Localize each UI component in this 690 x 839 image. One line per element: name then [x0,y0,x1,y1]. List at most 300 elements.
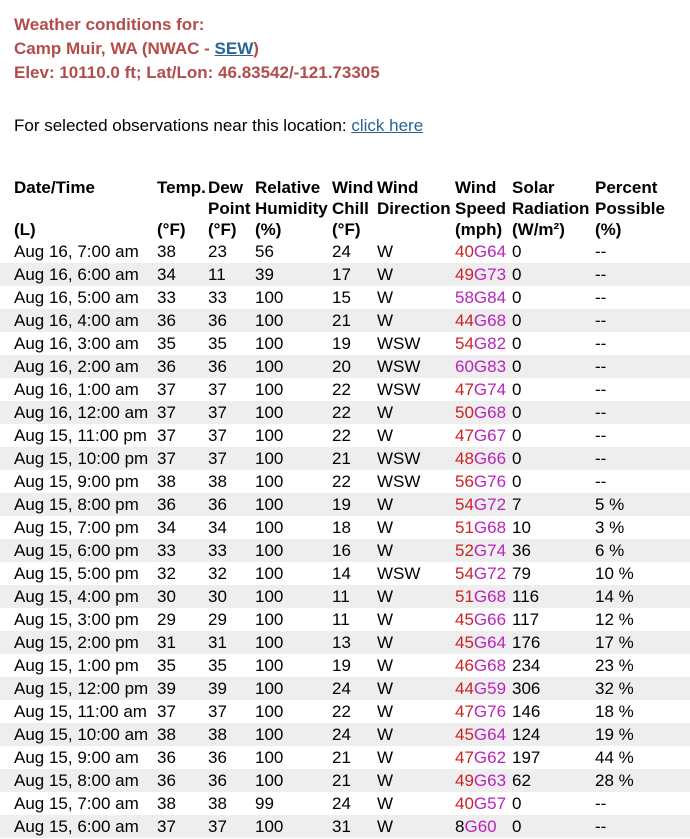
cell-speed [455,585,512,608]
cell-temp: 33 [157,541,176,560]
cell-datetime: Aug 15, 11:00 am [14,702,147,721]
cell-chill: 18 [332,518,351,537]
cell-dew: 31 [208,633,227,652]
wind-speed-value: 47 [455,702,474,721]
cell-chill: 24 [332,794,351,813]
cell-datetime: Aug 15, 9:00 am [14,748,139,767]
cell-radiation: 0 [512,403,522,422]
wind-speed-value: 58 [455,288,474,307]
cell-speed [455,263,512,286]
cell-percent: -- [595,426,607,445]
cell-percent: -- [595,380,607,399]
cell-dew: 36 [208,357,227,376]
table-row [0,585,690,608]
cell-chill: 22 [332,426,351,445]
cell-radiation: 0 [512,817,522,836]
cell-humidity: 100 [255,702,284,721]
cell-temp: 33 [157,288,176,307]
cell-percent: 12 % [595,610,634,629]
cell-datetime: Aug 16, 12:00 am [14,403,149,422]
cell-radiation: 146 [512,702,541,721]
cell-radiation: 0 [512,334,522,353]
cell-percent: 17 % [595,633,634,652]
cell-temp: 29 [157,610,176,629]
observations-text: For selected observations near this location: [14,116,352,135]
cell-humidity: 100 [255,587,284,606]
wind-gust-value: G63 [473,771,507,790]
cell-datetime: Aug 15, 8:00 am [14,771,139,790]
cell-speed [455,493,512,516]
cell-percent: 3 % [595,518,625,537]
table-row [0,378,690,401]
cell-radiation: 0 [512,794,522,813]
cell-temp: 38 [157,725,176,744]
cell-chill: 24 [332,242,351,261]
cell-chill: 21 [332,771,351,790]
cell-radiation: 62 [512,771,531,790]
cell-radiation: 0 [512,357,522,376]
table-row [0,700,690,723]
cell-radiation: 0 [512,265,522,284]
cell-direction: W [377,426,394,445]
cell-datetime: Aug 16, 6:00 am [14,265,139,284]
cell-direction: W [377,288,394,307]
cell-temp: 38 [157,472,176,491]
cell-datetime: Aug 15, 11:00 pm [14,426,147,445]
wind-speed-value: 56 [455,472,474,491]
cell-radiation: 10 [512,518,531,537]
table-row [0,401,690,424]
cell-radiation: 0 [512,472,522,491]
cell-dew: 32 [208,564,227,583]
cell-percent: 44 % [595,748,634,767]
observations-line [14,115,690,137]
wind-speed-value: 52 [455,541,474,560]
cell-percent: 19 % [595,725,634,744]
station-header [0,0,690,85]
station-name-suffix: ) [253,39,259,58]
cell-speed [455,746,512,769]
cell-radiation: 0 [512,311,522,330]
cell-direction: W [377,817,394,836]
cell-dew: 37 [208,426,227,445]
wind-speed-value: 8 [455,817,465,836]
wind-gust-value: G74 [473,541,507,560]
wind-gust-value: G64 [473,633,507,652]
cell-chill: 21 [332,311,351,330]
cell-radiation: 117 [512,610,540,629]
cell-dew: 30 [208,587,227,606]
wind-gust-value: G68 [473,403,507,422]
table-row [0,562,690,585]
cell-humidity: 100 [255,288,284,307]
cell-datetime: Aug 15, 4:00 pm [14,587,139,606]
cell-dew: 37 [208,817,227,836]
cell-chill: 22 [332,403,351,422]
cell-temp: 30 [157,587,176,606]
wind-gust-value: G67 [473,426,507,445]
wind-gust-value: G68 [473,587,507,606]
cell-direction: WSW [377,334,421,353]
cell-humidity: 100 [255,472,284,491]
cell-datetime: Aug 15, 7:00 pm [14,518,139,537]
cell-chill: 24 [332,725,351,744]
cell-dew: 34 [208,518,227,537]
cell-speed [455,447,512,470]
wind-gust-value: G76 [473,702,507,721]
cell-speed [455,769,512,792]
cell-temp: 36 [157,748,176,767]
cell-datetime: Aug 15, 12:00 pm [14,679,149,698]
wind-speed-value: 54 [455,495,474,514]
wind-speed-value: 60 [455,357,474,376]
cell-speed [455,378,512,401]
cell-humidity: 100 [255,311,284,330]
cell-chill: 22 [332,380,351,399]
cell-temp: 31 [157,633,176,652]
wind-speed-value: 51 [455,587,474,606]
cell-humidity: 100 [255,357,284,376]
cell-speed [455,677,512,700]
wind-speed-value: 48 [455,449,474,468]
cell-temp: 37 [157,380,176,399]
cell-humidity: 99 [255,794,274,813]
table-row [0,447,690,470]
cell-datetime: Aug 16, 1:00 am [14,380,139,399]
wind-speed-value: 40 [455,242,474,261]
cell-humidity: 100 [255,426,284,445]
cell-dew: 38 [208,725,227,744]
wind-speed-value: 54 [455,564,474,583]
cell-radiation: 0 [512,242,522,261]
cell-humidity: 100 [255,403,284,422]
click-here-link[interactable]: click here [351,116,424,135]
cell-chill: 17 [332,265,351,284]
cell-humidity: 100 [255,564,284,583]
wind-gust-value: G57 [473,794,507,813]
cell-temp: 35 [157,656,176,675]
station-name-text: Camp Muir, WA (NWAC - [14,39,215,58]
cell-temp: 37 [157,449,176,468]
cell-chill: 13 [332,633,351,652]
cell-temp: 37 [157,702,176,721]
cell-speed [455,286,512,309]
cell-percent: 10 % [595,564,634,583]
cell-speed [455,355,512,378]
cell-percent: -- [595,334,607,353]
cell-percent: 23 % [595,656,634,675]
wind-gust-value: G62 [473,748,507,767]
cell-dew: 11 [208,265,226,284]
cell-chill: 16 [332,541,351,560]
cell-datetime: Aug 15, 10:00 am [14,725,149,744]
cell-temp: 36 [157,311,176,330]
wind-gust-value: G68 [473,518,507,537]
cell-chill: 11 [332,587,350,606]
table-row [0,539,690,562]
station-code-link[interactable]: SEW [214,39,254,58]
cell-datetime: Aug 16, 4:00 am [14,311,139,330]
cell-dew: 36 [208,748,227,767]
cell-direction: W [377,679,394,698]
column-header: Wind Chill (°F) [332,178,374,239]
cell-datetime: Aug 15, 7:00 am [14,794,139,813]
cell-chill: 20 [332,357,351,376]
cell-speed [455,700,512,723]
cell-percent: -- [595,242,607,261]
cell-direction: W [377,541,394,560]
wind-gust-value: G66 [473,610,507,629]
cell-humidity: 100 [255,610,284,629]
cell-percent: 18 % [595,702,634,721]
cell-radiation: 124 [512,725,541,744]
wind-speed-value: 54 [455,334,474,353]
table-body [0,240,690,838]
cell-percent: -- [595,817,607,836]
cell-chill: 22 [332,702,351,721]
cell-speed [455,608,512,631]
cell-chill: 14 [332,564,351,583]
cell-temp: 37 [157,403,176,422]
cell-radiation: 197 [512,748,541,767]
column-header: Relative Humidity (%) [255,178,328,239]
cell-direction: W [377,748,394,767]
cell-direction: W [377,242,394,261]
cell-humidity: 100 [255,725,284,744]
cell-humidity: 100 [255,679,284,698]
cell-temp: 34 [157,265,176,284]
wind-gust-value: G60 [464,817,497,836]
cell-direction: W [377,794,394,813]
cell-direction: W [377,311,394,330]
cell-speed [455,631,512,654]
cell-humidity: 56 [255,242,274,261]
cell-dew: 35 [208,656,227,675]
cell-radiation: 0 [512,380,522,399]
station-header-line1: Weather conditions for: [14,15,205,34]
wind-speed-value: 46 [455,656,474,675]
cell-temp: 38 [157,794,176,813]
cell-speed [455,723,512,746]
cell-percent: -- [595,794,607,813]
cell-temp: 37 [157,426,176,445]
cell-humidity: 100 [255,771,284,790]
cell-percent: -- [595,357,607,376]
cell-radiation: 0 [512,449,522,468]
cell-direction: WSW [377,472,421,491]
table-row [0,746,690,769]
cell-chill: 21 [332,449,351,468]
cell-percent: -- [595,288,607,307]
cell-humidity: 100 [255,541,284,560]
cell-speed [455,516,512,539]
wind-speed-value: 50 [455,403,474,422]
cell-chill: 22 [332,472,351,491]
cell-direction: WSW [377,357,421,376]
cell-temp: 34 [157,518,176,537]
cell-direction: W [377,771,394,790]
cell-radiation: 36 [512,541,531,560]
cell-speed [455,792,512,815]
cell-percent: 6 % [595,541,625,560]
cell-chill: 19 [332,334,351,353]
cell-humidity: 100 [255,817,284,836]
wind-gust-value: G68 [473,656,507,675]
wind-speed-value: 51 [455,518,474,537]
column-header: Dew Point (°F) [208,178,251,239]
cell-speed [455,539,512,562]
cell-temp: 36 [157,771,176,790]
table-row [0,769,690,792]
wind-speed-value: 49 [455,771,474,790]
cell-humidity: 100 [255,656,284,675]
cell-temp: 39 [157,679,176,698]
cell-radiation: 7 [512,495,522,514]
cell-dew: 23 [208,242,227,261]
wind-gust-value: G59 [473,679,507,698]
cell-chill: 15 [332,288,351,307]
table-header-row [0,177,690,240]
cell-datetime: Aug 15, 2:00 pm [14,633,139,652]
cell-datetime: Aug 15, 5:00 pm [14,564,139,583]
cell-radiation: 116 [512,587,540,606]
cell-dew: 38 [208,472,227,491]
cell-dew: 37 [208,449,227,468]
cell-radiation: 234 [512,656,541,675]
wind-speed-value: 47 [455,748,474,767]
wind-speed-value: 49 [455,265,474,284]
cell-dew: 36 [208,311,227,330]
cell-direction: W [377,702,394,721]
cell-direction: W [377,265,394,284]
cell-radiation: 0 [512,288,522,307]
cell-dew: 36 [208,495,227,514]
cell-temp: 36 [157,357,176,376]
table-row [0,516,690,539]
cell-humidity: 100 [255,633,284,652]
cell-dew: 36 [208,771,227,790]
cell-datetime: Aug 16, 5:00 am [14,288,139,307]
cell-chill: 19 [332,495,351,514]
cell-percent: 14 % [595,587,634,606]
cell-speed [455,815,512,838]
wind-gust-value: G72 [473,564,507,583]
wind-gust-value: G68 [473,311,507,330]
cell-direction: WSW [377,380,421,399]
column-header: Date/Time (L) [14,178,95,239]
table-row [0,332,690,355]
cell-speed [455,332,512,355]
cell-datetime: Aug 15, 9:00 pm [14,472,139,491]
cell-datetime: Aug 15, 8:00 pm [14,495,139,514]
table-row [0,424,690,447]
cell-speed [455,654,512,677]
cell-speed [455,562,512,585]
cell-humidity: 39 [255,265,274,284]
wind-speed-value: 44 [455,679,474,698]
cell-dew: 33 [208,288,227,307]
cell-datetime: Aug 15, 1:00 pm [14,656,139,675]
cell-speed [455,240,512,263]
wind-gust-value: G84 [473,288,507,307]
cell-percent: -- [595,311,607,330]
cell-percent: 5 % [595,495,625,514]
table-header [0,177,690,240]
cell-percent: -- [595,472,607,491]
table-row [0,286,690,309]
cell-datetime: Aug 15, 10:00 pm [14,449,149,468]
cell-datetime: Aug 15, 6:00 am [14,817,139,836]
cell-percent: 28 % [595,771,634,790]
table-row [0,631,690,654]
wind-speed-value: 45 [455,725,474,744]
cell-radiation: 306 [512,679,541,698]
cell-percent: 32 % [595,679,634,698]
cell-temp: 35 [157,334,176,353]
wind-gust-value: G76 [473,472,507,491]
cell-percent: -- [595,403,607,422]
wind-gust-value: G74 [473,380,507,399]
cell-radiation: 79 [512,564,531,583]
wind-gust-value: G64 [473,242,507,261]
cell-datetime: Aug 15, 3:00 pm [14,610,139,629]
table-row [0,240,690,263]
cell-direction: WSW [377,564,421,583]
cell-dew: 29 [208,610,227,629]
cell-temp: 36 [157,495,176,514]
wind-speed-value: 47 [455,380,474,399]
table-row [0,355,690,378]
table-row [0,493,690,516]
wind-speed-value: 45 [455,610,474,629]
cell-chill: 19 [332,656,351,675]
column-header: Solar Radiation (W/m²) [512,178,590,239]
wind-gust-value: G83 [473,357,507,376]
wind-gust-value: G66 [473,449,507,468]
cell-temp: 37 [157,817,176,836]
column-header: Wind Direction [377,178,451,218]
wind-gust-value: G72 [473,495,507,514]
cell-dew: 37 [208,380,227,399]
cell-direction: W [377,610,394,629]
cell-datetime: Aug 16, 7:00 am [14,242,139,261]
cell-humidity: 100 [255,748,284,767]
cell-radiation: 176 [512,633,541,652]
cell-dew: 35 [208,334,227,353]
table-row [0,470,690,493]
cell-chill: 21 [332,748,351,767]
wind-speed-value: 47 [455,426,474,445]
cell-direction: W [377,633,394,652]
cell-chill: 11 [332,610,350,629]
wind-gust-value: G73 [473,265,507,284]
cell-temp: 38 [157,242,176,261]
column-header: Temp. (°F) [157,178,206,239]
cell-direction: W [377,518,394,537]
cell-direction: W [377,656,394,675]
cell-datetime: Aug 15, 6:00 pm [14,541,139,560]
column-header: Wind Speed (mph) [455,178,507,239]
wind-speed-value: 40 [455,794,474,813]
table-row [0,723,690,746]
wind-gust-value: G64 [473,725,507,744]
cell-humidity: 100 [255,334,284,353]
cell-datetime: Aug 16, 2:00 am [14,357,139,376]
cell-speed [455,309,512,332]
column-header: Percent Possible (%) [595,178,665,239]
table-row [0,263,690,286]
cell-temp: 32 [157,564,176,583]
